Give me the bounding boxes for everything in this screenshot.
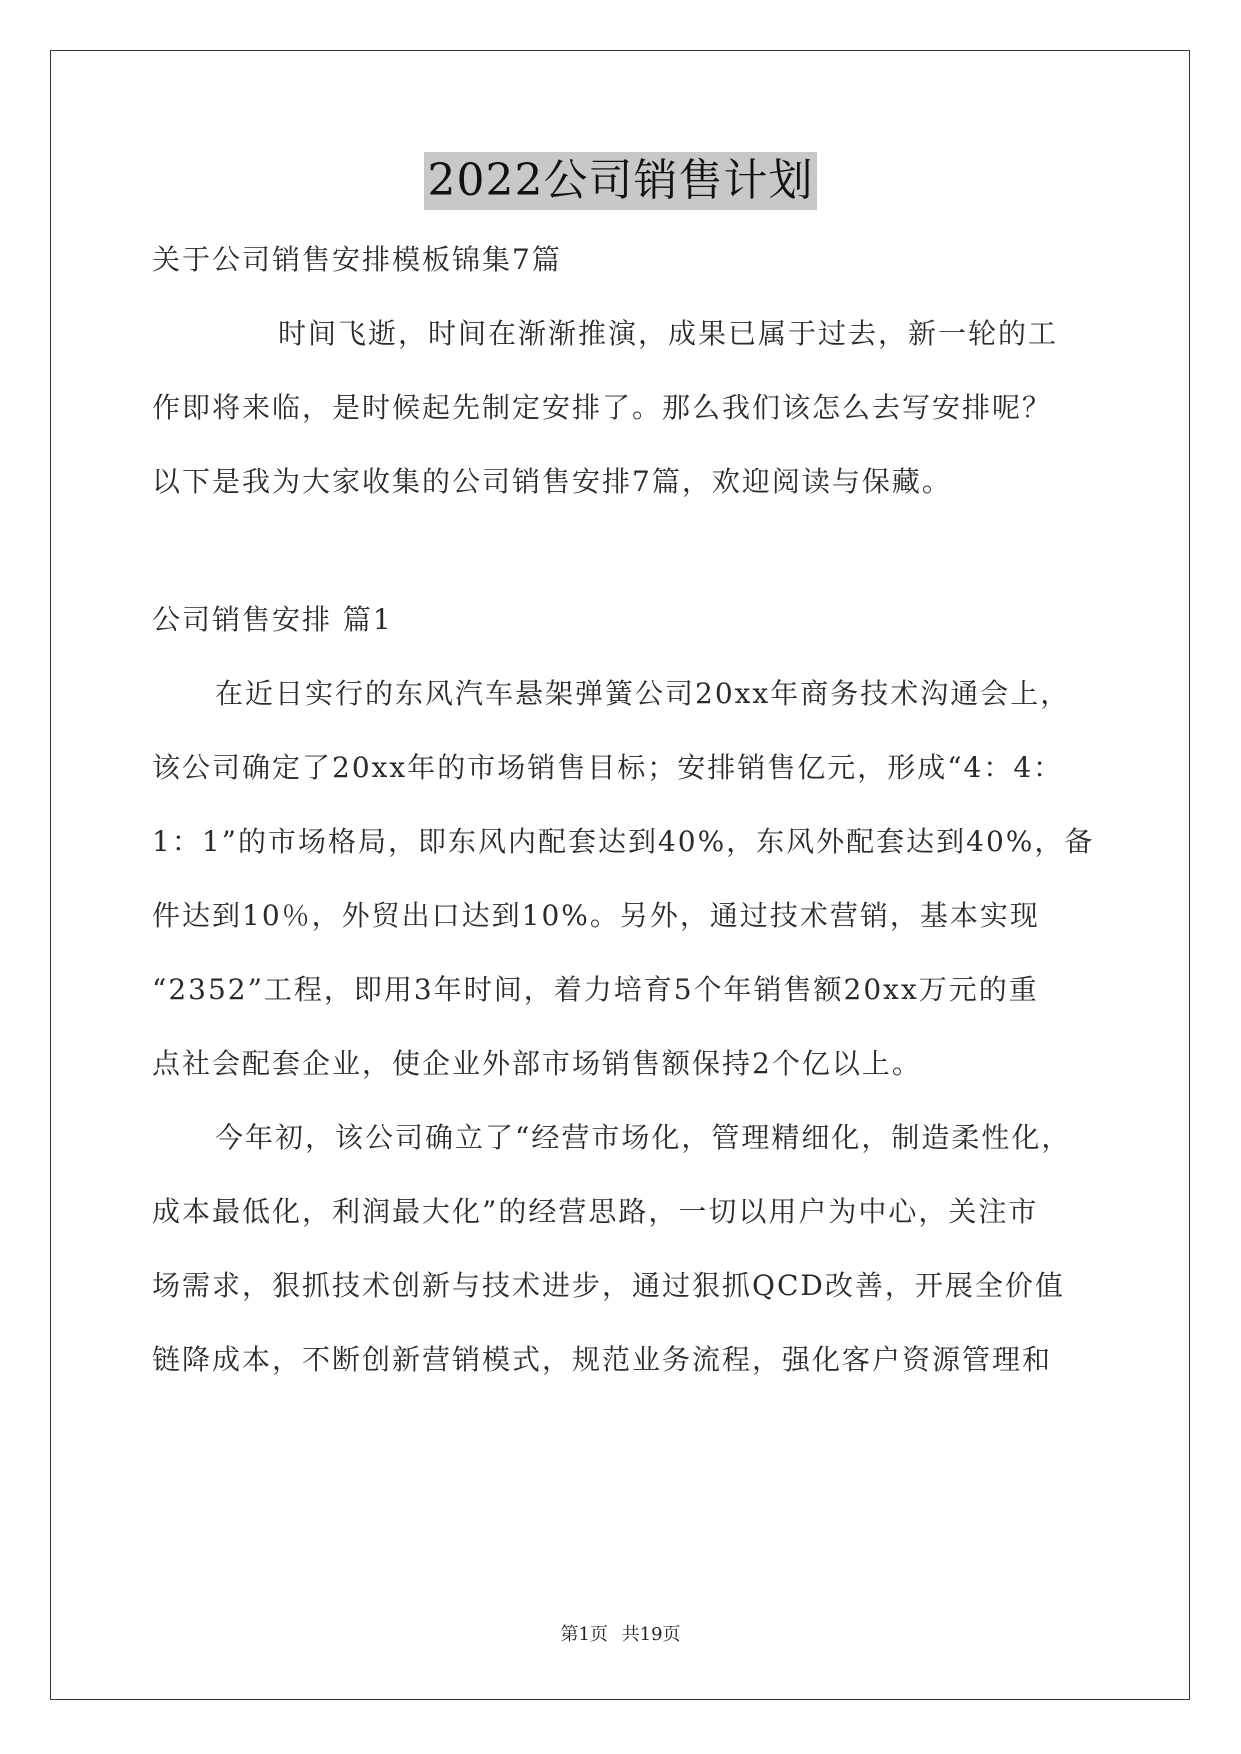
paragraph1-line-4: 件达到10％，外贸出口达到10%。另外，通过技术营销，基本实现 — [152, 899, 1040, 932]
paragraph1-line-3: 1：1”的市场格局，即东风内配套达到40%，东风外配套达到40%，备 — [152, 825, 1095, 858]
section-heading: 公司销售安排 篇1 — [152, 603, 393, 636]
paragraph1-line-6: 点社会配套企业，使企业外部市场销售额保持2个亿以上。 — [152, 1047, 922, 1080]
page-border — [50, 50, 1190, 1700]
paragraph1-line-2: 该公司确定了20xx年的市场销售目标；安排销售亿元，形成“4：4： — [152, 751, 1064, 784]
document-title: 2022公司销售计划 — [424, 152, 818, 210]
intro-line-3: 以下是我为大家收集的公司销售安排7篇，欢迎阅读与保藏。 — [152, 465, 952, 498]
page-number: 第1页 — [560, 1624, 608, 1645]
paragraph2-line-4: 链降成本，不断创新营销模式，规范业务流程，强化客户资源管理和 — [152, 1343, 1053, 1376]
title-container — [0, 152, 1241, 210]
page-total: 共19页 — [621, 1624, 681, 1645]
intro-line-2: 作即将来临，是时候起先制定安排了。那么我们该怎么去写安排呢？ — [152, 391, 1053, 424]
paragraph2-line-1: 今年初，该公司确立了“经营市场化，管理精细化，制造柔性化， — [215, 1121, 1072, 1154]
subtitle: 关于公司销售安排模板锦集7篇 — [152, 243, 562, 276]
page-footer — [0, 1623, 1241, 1647]
paragraph1-line-1: 在近日实行的东风汽车悬架弹簧公司20xx年商务技术沟通会上， — [215, 677, 1071, 710]
paragraph2-line-2: 成本最低化，利润最大化”的经营思路，一切以用户为中心，关注市 — [152, 1195, 1039, 1228]
paragraph2-line-3: 场需求，狠抓技术创新与技术进步，通过狠抓QCD改善，开展全价值 — [152, 1269, 1065, 1302]
intro-line-1: 时间飞逝，时间在渐渐推演，成果已属于过去，新一轮的工 — [278, 317, 1059, 350]
paragraph1-line-5: “2352”工程，即用3年时间，着力培育5个年销售额20xx万元的重 — [152, 973, 1039, 1006]
